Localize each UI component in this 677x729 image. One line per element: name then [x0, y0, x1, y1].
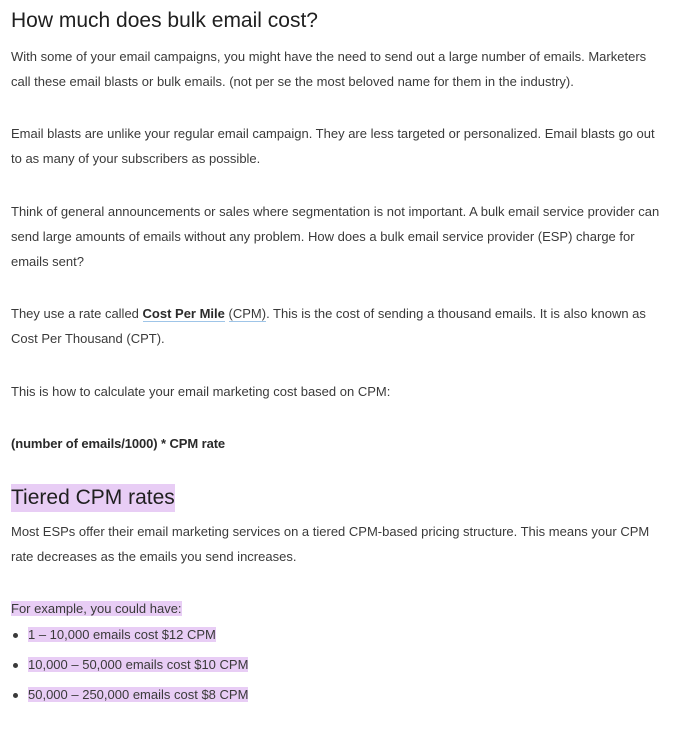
cpm-text-before: They use a rate called — [11, 306, 143, 321]
tier-text: 50,000 – 250,000 emails cost $8 CPM — [28, 687, 249, 702]
bullet-icon — [13, 693, 18, 698]
list-item — [11, 625, 665, 645]
tier-text: 1 – 10,000 emails cost $12 CPM — [28, 627, 216, 642]
cpm-formula: (number of emails/1000) * CPM rate — [11, 436, 226, 451]
bullet-icon — [13, 663, 18, 668]
example-intro — [11, 596, 665, 621]
paragraph-calculate-cost: This is how to calculate your email marketing cost based on CPM: — [11, 384, 391, 399]
list-item — [11, 685, 665, 705]
cpm-text-after: . This is the cost of sending a thousand emails. It is also known as Cost Per Thousand (CPT). — [11, 306, 646, 346]
example-intro-text: For example, you could have: — [11, 601, 182, 616]
cost-per-mile-link[interactable]: Cost Per Mile — [142, 306, 225, 321]
paragraph-bulk-esp: Think of general announcements or sales where segmentation is not important. A bulk email service provider can send large amounts of emails without any problem. How does a bulk email service provider (ESP) charge for emails sent? — [11, 204, 660, 269]
tier-text: 10,000 – 50,000 emails cost $10 CPM — [28, 657, 249, 672]
paragraph-tiered-pricing: Most ESPs offer their email marketing services on a tiered CPM-based pricing structure. This means your CPM rate decreases as the emails you send increases. — [11, 524, 650, 564]
paragraph-cpm — [11, 301, 665, 351]
paragraph-email-blasts-definition: Email blasts are unlike your regular email campaign. They are less targeted or personalized. Email blasts go out to as many of your subscribers as possible. — [11, 126, 655, 166]
heading-bulk-email-cost: How much does bulk email cost? — [11, 9, 318, 32]
heading-tiered-cpm-rates: Tiered CPM rates — [11, 484, 175, 512]
list-item — [11, 655, 665, 675]
tier-list — [11, 625, 665, 705]
cpm-abbreviation: (CPM) — [228, 306, 267, 321]
paragraph-email-blasts-intro: With some of your email campaigns, you might have the need to send out a large number of emails. Marketers call these email blasts or bulk emails. (not per se the most beloved name for them in the industry). — [11, 49, 647, 89]
bullet-icon — [13, 633, 18, 638]
